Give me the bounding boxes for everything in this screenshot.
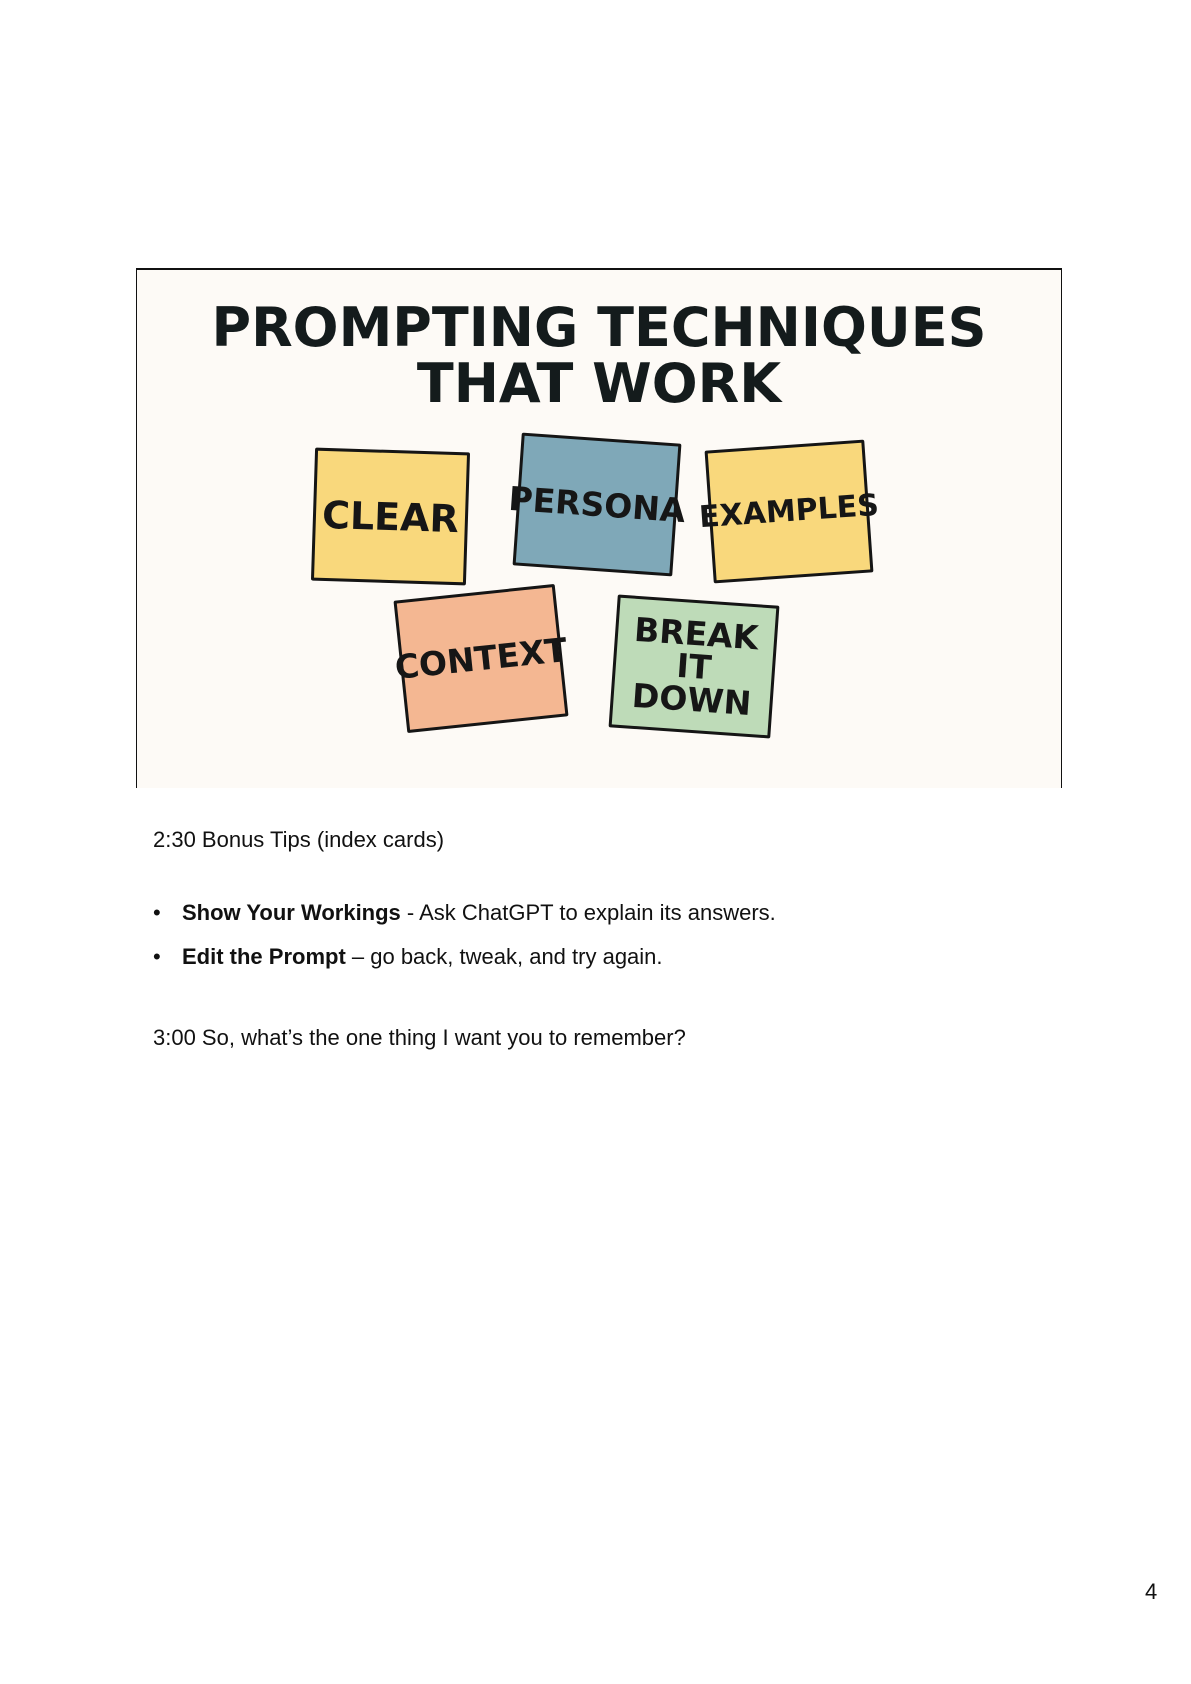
sticky-note-persona	[507, 433, 687, 577]
bullet-item	[153, 899, 776, 927]
sticky-note-label-line-1: BREAK IT	[632, 609, 760, 688]
bonus-tips-heading: 2:30 Bonus Tips (index cards)	[153, 827, 445, 852]
sticky-note-label: CONTEXT	[392, 630, 570, 687]
sticky-note-break-it-down	[609, 595, 780, 739]
sticky-note-label: CLEAR	[321, 492, 460, 541]
slide-title-line-2: THAT WORK	[416, 352, 782, 415]
slide-image	[136, 268, 1062, 788]
closing-question: 3:00 So, what’s the one thing I want you to remember?	[153, 1025, 686, 1050]
bullet-symbol: •	[153, 944, 161, 969]
sticky-note-context	[393, 584, 568, 733]
sticky-note-clear	[311, 448, 470, 586]
bullet-text: - Ask ChatGPT to explain its answers.	[400, 900, 776, 925]
bullet-text: – go back, tweak, and try again.	[345, 944, 663, 969]
bullet-item	[153, 943, 663, 971]
bullet-bold-text: Edit the Prompt	[182, 944, 346, 969]
bullet-symbol: •	[153, 900, 161, 925]
sticky-note-label-line-2: DOWN	[630, 675, 753, 724]
bullet-bold-text: Show Your Workings	[182, 900, 401, 925]
sticky-note-examples	[698, 440, 880, 584]
slide-title	[137, 296, 1061, 415]
sticky-note-label: PERSONA	[507, 478, 687, 531]
page-number: 4	[1145, 1579, 1158, 1604]
sticky-note-label	[613, 609, 776, 724]
slide-title-line-1: PROMPTING TECHNIQUES	[211, 296, 987, 359]
sticky-note-label: EXAMPLES	[698, 487, 880, 535]
